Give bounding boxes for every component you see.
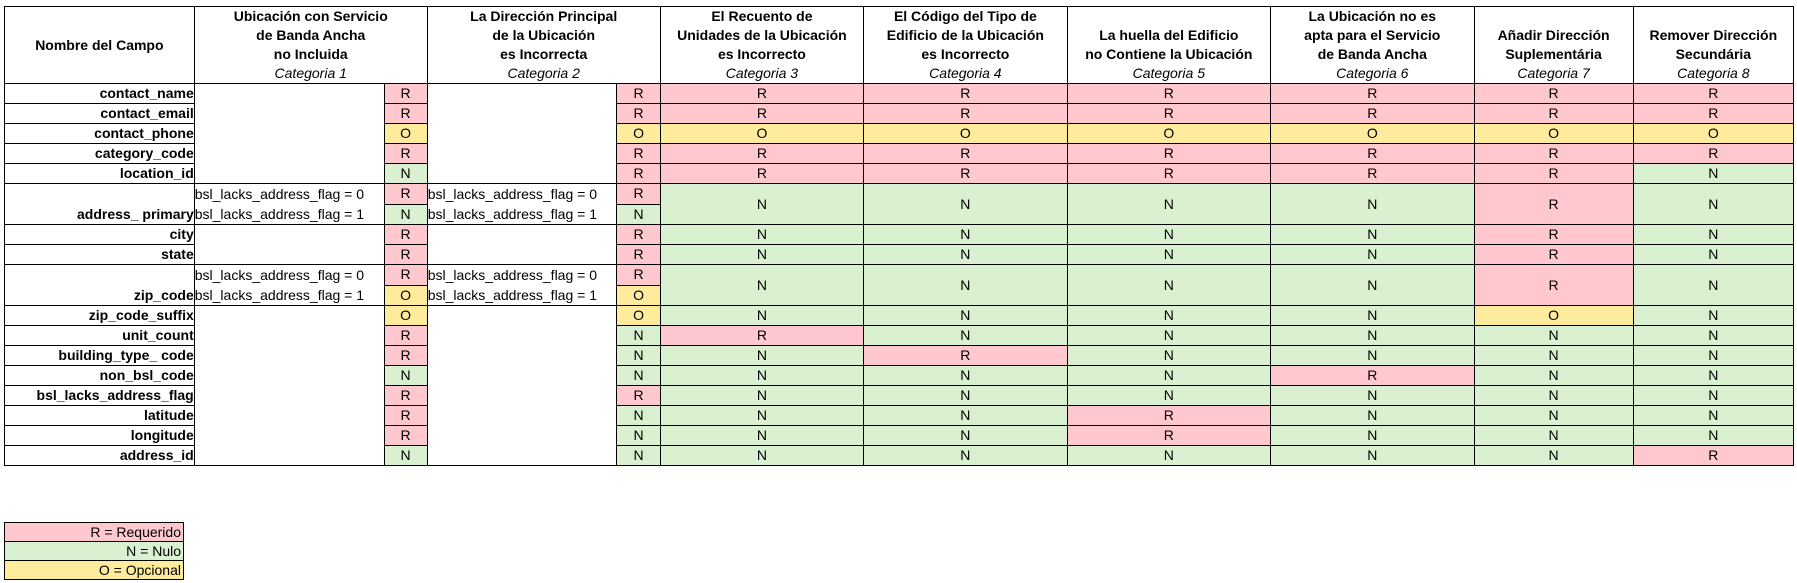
mark-cell: N: [1633, 225, 1793, 245]
field-name: address_ primary: [5, 184, 195, 225]
mark-cell: N: [1474, 446, 1633, 466]
table-row: [5, 406, 1794, 426]
mark-cell: N: [1271, 225, 1474, 245]
mark-cell: O: [1067, 124, 1270, 144]
mark-cell: N: [617, 326, 660, 346]
mark-cell: N: [864, 184, 1067, 225]
mark-cell: O: [617, 306, 660, 326]
field-name: non_bsl_code: [5, 366, 195, 386]
field-name: city: [5, 225, 195, 245]
mark-cell: N: [617, 346, 660, 366]
mark-cell: N: [1067, 306, 1270, 326]
mark-cell: R: [384, 84, 427, 104]
table-row: [5, 104, 1794, 124]
table-row: [5, 446, 1794, 466]
mark-cell: N: [864, 326, 1067, 346]
mark-cell: R: [660, 84, 863, 104]
table-row: [5, 144, 1794, 164]
mark-cell: O: [1271, 124, 1474, 144]
header-category-6: La Ubicación no es apta para el Servicio de Banda Ancha Categoria 6: [1271, 7, 1474, 84]
mark-cell: N: [617, 406, 660, 426]
condition-flag-1: bsl_lacks_address_flag = 1: [427, 285, 617, 306]
mark-cell: N: [1633, 306, 1793, 326]
field-name: state: [5, 245, 195, 265]
table-row: [5, 366, 1794, 386]
table-row: [5, 386, 1794, 406]
mark-cell: N: [1067, 366, 1270, 386]
mark-cell: O: [617, 124, 660, 144]
mark-cell: R: [384, 426, 427, 446]
mark-cell: R: [384, 184, 427, 205]
header-row: [5, 7, 1794, 84]
mark-cell: R: [617, 245, 660, 265]
field-name: contact_email: [5, 104, 195, 124]
mark-cell: N: [1633, 164, 1793, 184]
mark-cell: R: [1474, 104, 1633, 124]
mark-cell: R: [1474, 245, 1633, 265]
mark-cell: R: [384, 144, 427, 164]
mark-cell: R: [1067, 84, 1270, 104]
header-field-name: Nombre del Campo: [5, 7, 195, 84]
mark-cell: N: [1271, 426, 1474, 446]
mark-cell: N: [864, 446, 1067, 466]
mark-cell: R: [1474, 265, 1633, 306]
mark-cell: R: [384, 326, 427, 346]
field-name: zip_code: [5, 265, 195, 306]
mark-cell: R: [1271, 366, 1474, 386]
condition-flag-1: bsl_lacks_address_flag = 1: [427, 204, 617, 225]
mark-cell: R: [1633, 84, 1793, 104]
field-name: contact_phone: [5, 124, 195, 144]
mark-cell: N: [864, 386, 1067, 406]
header-category-7: Añadir Dirección Suplementária Categoria 7: [1474, 7, 1633, 84]
mark-cell: R: [1633, 104, 1793, 124]
mark-cell: N: [1633, 265, 1793, 306]
header-category-1: Ubicación con Servicio de Banda Ancha no Incluida Categoria 1: [194, 7, 427, 84]
mark-cell: N: [1271, 245, 1474, 265]
mark-cell: R: [864, 144, 1067, 164]
mark-cell: R: [1067, 144, 1270, 164]
mark-cell: R: [1474, 164, 1633, 184]
field-name: bsl_lacks_address_flag: [5, 386, 195, 406]
mark-cell: R: [864, 104, 1067, 124]
mark-cell: R: [1633, 446, 1793, 466]
mark-cell: N: [617, 204, 660, 225]
mark-cell: R: [1474, 144, 1633, 164]
mark-cell: R: [617, 184, 660, 205]
header-category-3: El Recuento de Unidades de la Ubicación es Incorrecto Categoria 3: [660, 7, 863, 84]
mark-cell: N: [864, 265, 1067, 306]
field-name: longitude: [5, 426, 195, 446]
mark-cell: R: [660, 144, 863, 164]
mark-cell: R: [384, 245, 427, 265]
mark-cell: R: [384, 406, 427, 426]
mark-cell: N: [660, 225, 863, 245]
mark-cell: N: [660, 306, 863, 326]
mark-cell: R: [1271, 164, 1474, 184]
field-name: address_id: [5, 446, 195, 466]
header-category-5: La huella del Edificio no Contiene la Ubicación Categoria 5: [1067, 7, 1270, 84]
table-row: [5, 346, 1794, 366]
mark-cell: O: [1474, 124, 1633, 144]
mark-cell: N: [1633, 406, 1793, 426]
mark-cell: N: [1067, 225, 1270, 245]
condition-flag-1: bsl_lacks_address_flag = 1: [194, 285, 384, 306]
field-name: contact_name: [5, 84, 195, 104]
mark-cell: N: [660, 446, 863, 466]
mark-cell: N: [1067, 346, 1270, 366]
mark-cell: N: [384, 446, 427, 466]
field-name: location_id: [5, 164, 195, 184]
condition-flag-0: bsl_lacks_address_flag = 0: [194, 184, 384, 205]
table-row: [5, 245, 1794, 265]
mark-cell: R: [617, 265, 660, 286]
mark-cell: N: [1067, 245, 1270, 265]
header-category-2: La Dirección Principal de la Ubicación es Incorrecta Categoria 2: [427, 7, 660, 84]
condition-flag-0: bsl_lacks_address_flag = 0: [427, 184, 617, 205]
mark-cell: R: [1067, 426, 1270, 446]
mark-cell: N: [1271, 184, 1474, 225]
condition-flag-0: bsl_lacks_address_flag = 0: [194, 265, 384, 286]
mark-cell: N: [660, 265, 863, 306]
table-row: [5, 124, 1794, 144]
mark-cell: N: [1271, 265, 1474, 306]
mark-cell: O: [864, 124, 1067, 144]
mark-cell: N: [1474, 346, 1633, 366]
mark-cell: N: [660, 184, 863, 225]
condition-flag-1: bsl_lacks_address_flag = 1: [194, 204, 384, 225]
mark-cell: N: [1271, 386, 1474, 406]
mark-cell: N: [660, 245, 863, 265]
mark-cell: O: [384, 124, 427, 144]
table-row: [5, 184, 1794, 205]
mark-cell: R: [617, 144, 660, 164]
mark-cell: R: [864, 84, 1067, 104]
mark-cell: R: [617, 386, 660, 406]
mark-cell: R: [1271, 84, 1474, 104]
mark-cell: N: [660, 426, 863, 446]
legend: [4, 522, 184, 580]
mark-cell: N: [617, 366, 660, 386]
mark-cell: N: [1271, 306, 1474, 326]
mark-cell: R: [1474, 84, 1633, 104]
mark-cell: N: [660, 346, 863, 366]
mark-cell: N: [1633, 426, 1793, 446]
mark-cell: O: [384, 285, 427, 306]
mark-cell: R: [1271, 144, 1474, 164]
field-name: building_type_ code: [5, 346, 195, 366]
mark-cell: N: [1474, 406, 1633, 426]
mark-cell: O: [1474, 306, 1633, 326]
mark-cell: N: [864, 366, 1067, 386]
mark-cell: R: [1271, 104, 1474, 124]
mark-cell: R: [617, 164, 660, 184]
mark-cell: N: [864, 426, 1067, 446]
field-name: unit_count: [5, 326, 195, 346]
mark-cell: R: [617, 225, 660, 245]
mark-cell: N: [1474, 386, 1633, 406]
legend-optional: O = Opcional: [5, 561, 184, 580]
mark-cell: O: [660, 124, 863, 144]
mark-cell: N: [1271, 346, 1474, 366]
mark-cell: N: [1474, 326, 1633, 346]
mark-cell: N: [864, 406, 1067, 426]
header-category-8: Remover Dirección Secundária Categoria 8: [1633, 7, 1793, 84]
mark-cell: O: [617, 285, 660, 306]
mark-cell: R: [384, 225, 427, 245]
mark-cell: N: [1633, 386, 1793, 406]
mark-cell: N: [1067, 265, 1270, 306]
mark-cell: N: [1271, 406, 1474, 426]
mark-cell: O: [1633, 124, 1793, 144]
mark-cell: R: [1633, 144, 1793, 164]
mark-cell: R: [384, 346, 427, 366]
mark-cell: N: [384, 204, 427, 225]
mark-cell: N: [1633, 366, 1793, 386]
mark-cell: R: [1067, 406, 1270, 426]
table-row: [5, 426, 1794, 446]
mark-cell: R: [1474, 225, 1633, 245]
legend-null: N = Nulo: [5, 542, 184, 561]
table-row: [5, 265, 1794, 286]
table-row: [5, 164, 1794, 184]
field-name: zip_code_suffix: [5, 306, 195, 326]
mark-cell: N: [384, 366, 427, 386]
mark-cell: R: [1474, 184, 1633, 225]
mark-cell: O: [384, 306, 427, 326]
mark-cell: N: [1271, 446, 1474, 466]
mark-cell: R: [864, 164, 1067, 184]
mark-cell: N: [1067, 446, 1270, 466]
mark-cell: N: [384, 164, 427, 184]
mark-cell: N: [1633, 346, 1793, 366]
condition-flag-0: bsl_lacks_address_flag = 0: [427, 265, 617, 286]
mark-cell: R: [384, 104, 427, 124]
table-row: [5, 326, 1794, 346]
mark-cell: N: [617, 426, 660, 446]
mark-cell: N: [660, 406, 863, 426]
mark-cell: N: [864, 245, 1067, 265]
mark-cell: R: [617, 104, 660, 124]
mark-cell: N: [1271, 326, 1474, 346]
table-row: [5, 306, 1794, 326]
mark-cell: N: [660, 386, 863, 406]
mark-cell: N: [1474, 366, 1633, 386]
mark-cell: R: [660, 104, 863, 124]
mark-cell: R: [864, 346, 1067, 366]
mark-cell: R: [384, 386, 427, 406]
table-row: [5, 84, 1794, 104]
mark-cell: N: [1067, 386, 1270, 406]
mark-cell: N: [864, 225, 1067, 245]
mark-cell: N: [617, 446, 660, 466]
mark-cell: N: [1633, 326, 1793, 346]
mark-cell: N: [660, 366, 863, 386]
mark-cell: R: [384, 265, 427, 286]
requirements-table: [4, 6, 1794, 466]
mark-cell: N: [864, 306, 1067, 326]
mark-cell: R: [1067, 164, 1270, 184]
legend-required: R = Requerido: [5, 523, 184, 542]
field-name: latitude: [5, 406, 195, 426]
mark-cell: N: [1067, 326, 1270, 346]
mark-cell: R: [660, 164, 863, 184]
mark-cell: N: [1633, 184, 1793, 225]
mark-cell: N: [1474, 426, 1633, 446]
mark-cell: N: [1067, 184, 1270, 225]
mark-cell: R: [660, 326, 863, 346]
mark-cell: R: [1067, 104, 1270, 124]
field-name: category_code: [5, 144, 195, 164]
mark-cell: R: [617, 84, 660, 104]
table-row: [5, 225, 1794, 245]
mark-cell: N: [1633, 245, 1793, 265]
header-category-4: El Código del Tipo de Edificio de la Ubicación es Incorrecto Categoria 4: [864, 7, 1067, 84]
